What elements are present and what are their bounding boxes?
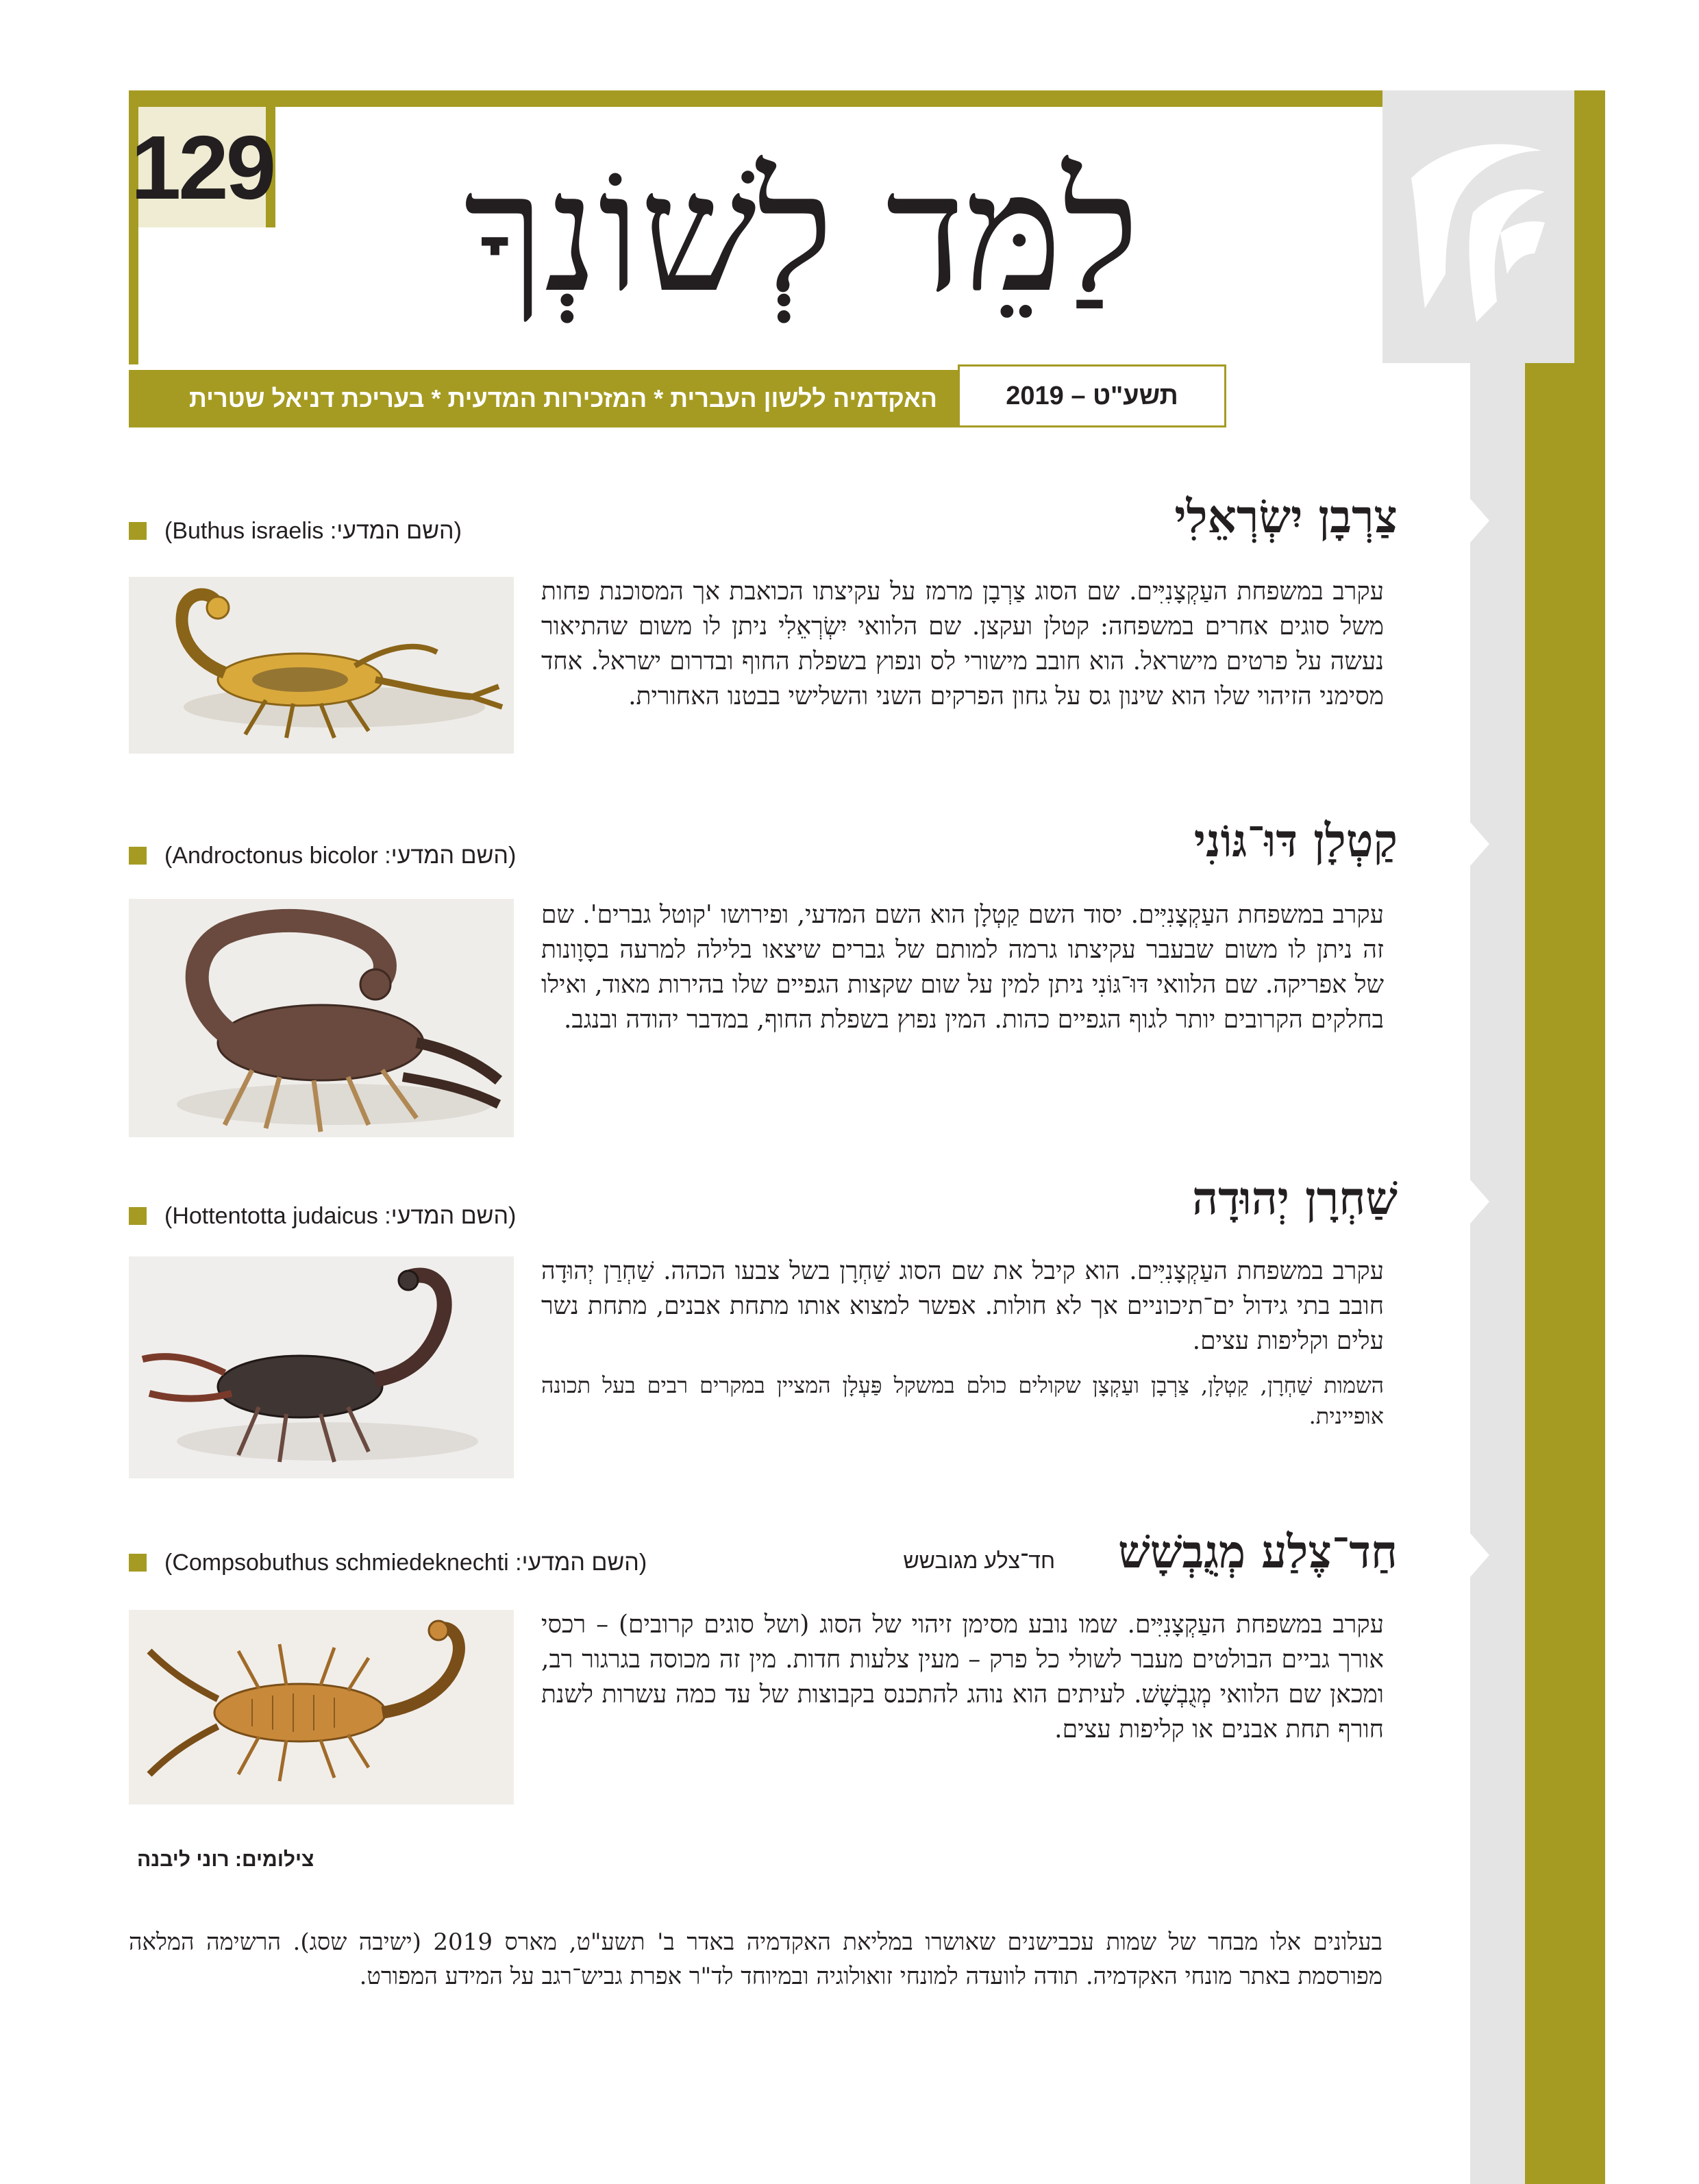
scientific-name: (השם המדעי: Hottentotta judaicus) [164, 1203, 517, 1229]
bullet-square-icon [129, 522, 147, 540]
academy-logo-icon [1398, 137, 1548, 329]
scientific-name: (השם המדעי: Compsobuthus schmiedeknechti) [164, 1550, 647, 1576]
entry-title: צַרְבָן יִשְׂרְאֵלִי [1174, 490, 1398, 543]
header-year: תשע"ט – 2019 [958, 364, 1226, 427]
entry-text: עקרב במשפחת העַקְצָנִיִּים. הוא קיבל את שם הסוג שַׁחְרָן בשל צבעו הכהה. שַׁחְרַן יְהוּדָה חובב בתי גידול ים־תיכוניים אך לא חולות. אפשר למצוא אותו מתחת אבנים, מתחת נשר עלים וקליפות עצים. [541, 1257, 1384, 1355]
header-band: האקדמיה ללשון העברית * המזכירות המדעית * בעריכת דניאל שטרית [129, 370, 958, 427]
scientific-name: (השם המדעי: Androctonus bicolor) [164, 843, 517, 869]
bullet-square-icon [129, 847, 147, 865]
issue-number: 129 [130, 116, 274, 218]
entry-text: עקרב במשפחת העַקְצָנִיִּים. יסוד השם קַטְלָן הוא השם המדעי, ופירושו 'קוטל גברים'. שם זה ניתן לו משום שבעבר עקיצתו גרמה למותם של גברים שיצאו בלילה למרעה בסָוָונות של אפריקה. שם הלוואי דּוּ־גּוֹנִי ניתן למין על שום שקצות הגפיים שלו בהירות מאוד, ואילו בחלקים הקרובים יותר לגוף הגפיים כהות. המין נפוץ בשפלת החוף, במדבר יהודה ובנגב. [541, 901, 1384, 1034]
footer-note: בעלונים אלו מבחר של שמות עכבישנים שאושרו במליאת האקדמיה באדר ב' תשע"ט, מארס 2019 (ישיבה שסג). הרשימה המלאה מפורסמת באתר מונחי האקדמיה. תודה לוועדה למונחי זואולוגיה ובמיוחד לד"ר אפרת גביש־רגב על המידע המפורט. [129, 1928, 1382, 1990]
side-olive-strip [1525, 363, 1605, 2184]
alternate-spelling: חד־צלע מגובשש [903, 1548, 1055, 1573]
entry-text: עקרב במשפחת העַקְצָנִיִּים. שם הסוג צַרְבָן מרמז על עקיצתו הכואבת אך המסוכנת פחות משל סוגים אחרים במשפחה: קטלן ועקצן. שם הלוואי יִשְׂרְאֵלִי ניתן לו משום שהתיאור נעשה על פרטים מישראל. הוא חובב מישורי לס ונפוץ בשפלת החוף ובדרום ישראל. אחד מסימני הזיהוי שלו הוא שינון גס על גחון הפרקים השני והשלישי בבטנו האחורית. [541, 578, 1384, 710]
scorpion-photo-buthus [129, 577, 514, 754]
photo-credit: צילומים: רוני ליבנה [137, 1848, 314, 1871]
entry-title: שַׁחְרָן יְהוּדָה [1192, 1171, 1398, 1225]
entry-tab-marker [1470, 822, 1489, 866]
entry-tab-marker [1470, 1533, 1489, 1577]
scorpion-photo-compsobuthus [129, 1610, 514, 1804]
entry-note: השמות שַׁחְרָן, קַטְלָן, צַרְבָן ועַקְצָן שקולים כולם במשקל פַּעְלָן המציין במקרים רבים בעל תכונה אופיינית. [541, 1372, 1384, 1429]
bullet-square-icon [129, 1207, 147, 1225]
header-frame-top [129, 90, 1382, 107]
entry-title: חַד־צֶלַע מְגֻבְשָׁשׁ [1117, 1525, 1398, 1578]
scientific-name: (השם המדעי: Buthus israelis) [164, 518, 462, 544]
bullet-square-icon [129, 1554, 147, 1572]
side-olive-block [1574, 90, 1605, 364]
scorpion-photo-hottentotta [129, 1256, 514, 1478]
scorpion-photo-androctonus [129, 899, 514, 1137]
entry-text: עקרב במשפחת העַקְצָנִיִּים. שמו נובע מסימן זיהוי של הסוג (ושל סוגים קרובים) – רכסי אורך גביים הבולטים מעבר לשולי כל פרק – מעין צלעות חדות. מין זה מכוסה בגרגור רב, ומכאן שם הלוואי מְגֻבְשָׁשׁ. לעיתים הוא נוהג להתכנס בקבוצות של עד כמה עשרות לשנת חורף תחת אבנים או קליפות עצים. [541, 1611, 1385, 1744]
page-title: לַמֵּד לְשׁוֹנְךָ [464, 137, 1139, 329]
entry-tab-marker [1470, 499, 1489, 543]
entry-tab-marker [1470, 1180, 1489, 1224]
entry-title: קַטְלָן דּוּ־גּוֹנִי [1193, 814, 1398, 867]
